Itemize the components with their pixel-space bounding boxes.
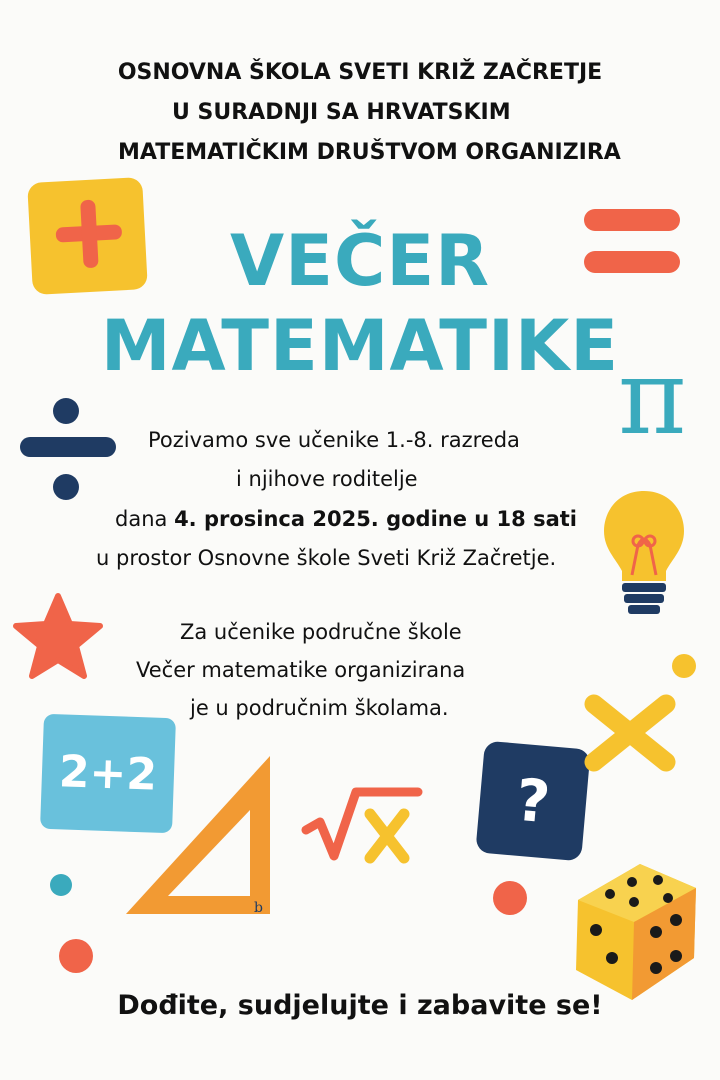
invitation-date: 4. prosinca 2025. godine u 18 sati — [174, 507, 577, 531]
division-icon — [18, 395, 118, 505]
dice-icon — [568, 858, 703, 1006]
header-line-3: MATEMATIČKIM DRUŠTVOM ORGANIZIRA — [118, 140, 621, 165]
note-line-3: je u područnim školama. — [190, 696, 449, 720]
question-card — [475, 741, 590, 862]
equals-icon — [582, 205, 682, 277]
sum-card-text: 2+2 — [58, 746, 158, 801]
plus-card — [27, 177, 148, 295]
question-icon: ? — [513, 765, 553, 837]
lightbulb-icon — [598, 485, 690, 625]
star-icon — [12, 592, 104, 684]
header-line-1: OSNOVNA ŠKOLA SVETI KRIŽ ZAČRETJE — [117, 60, 603, 85]
footer-slogan: Dođite, sudjelujte i zabavite se! — [117, 990, 603, 1021]
title-line-2: MATEMATIKE — [100, 305, 620, 387]
dot-icon — [48, 872, 74, 898]
note-line-1: Za učenike područne škole — [180, 620, 462, 644]
dot-icon — [57, 937, 95, 975]
plus-icon — [27, 177, 148, 295]
triangle-ruler-icon — [120, 750, 280, 920]
square-root-icon — [300, 782, 425, 872]
dot-icon — [670, 652, 698, 680]
invitation-line-3 — [115, 507, 577, 531]
dot-icon — [491, 879, 529, 917]
header-line-2: U SURADNJI SA HRVATSKIM — [172, 100, 511, 125]
invitation-line-1: Pozivamo sve učenike 1.-8. razreda — [148, 428, 520, 452]
multiply-icon — [582, 688, 678, 778]
invitation-line-4: u prostor Osnovne škole Sveti Križ Začretje. — [96, 546, 557, 570]
title-line-1: VEČER — [229, 220, 491, 302]
note-line-2: Večer matematike organizirana — [136, 658, 466, 682]
triangle-label: b — [254, 900, 263, 916]
invitation-line-2: i njihove roditelje — [236, 467, 418, 491]
pi-icon: π — [618, 336, 687, 458]
invitation-date-prefix: dana — [115, 507, 175, 531]
